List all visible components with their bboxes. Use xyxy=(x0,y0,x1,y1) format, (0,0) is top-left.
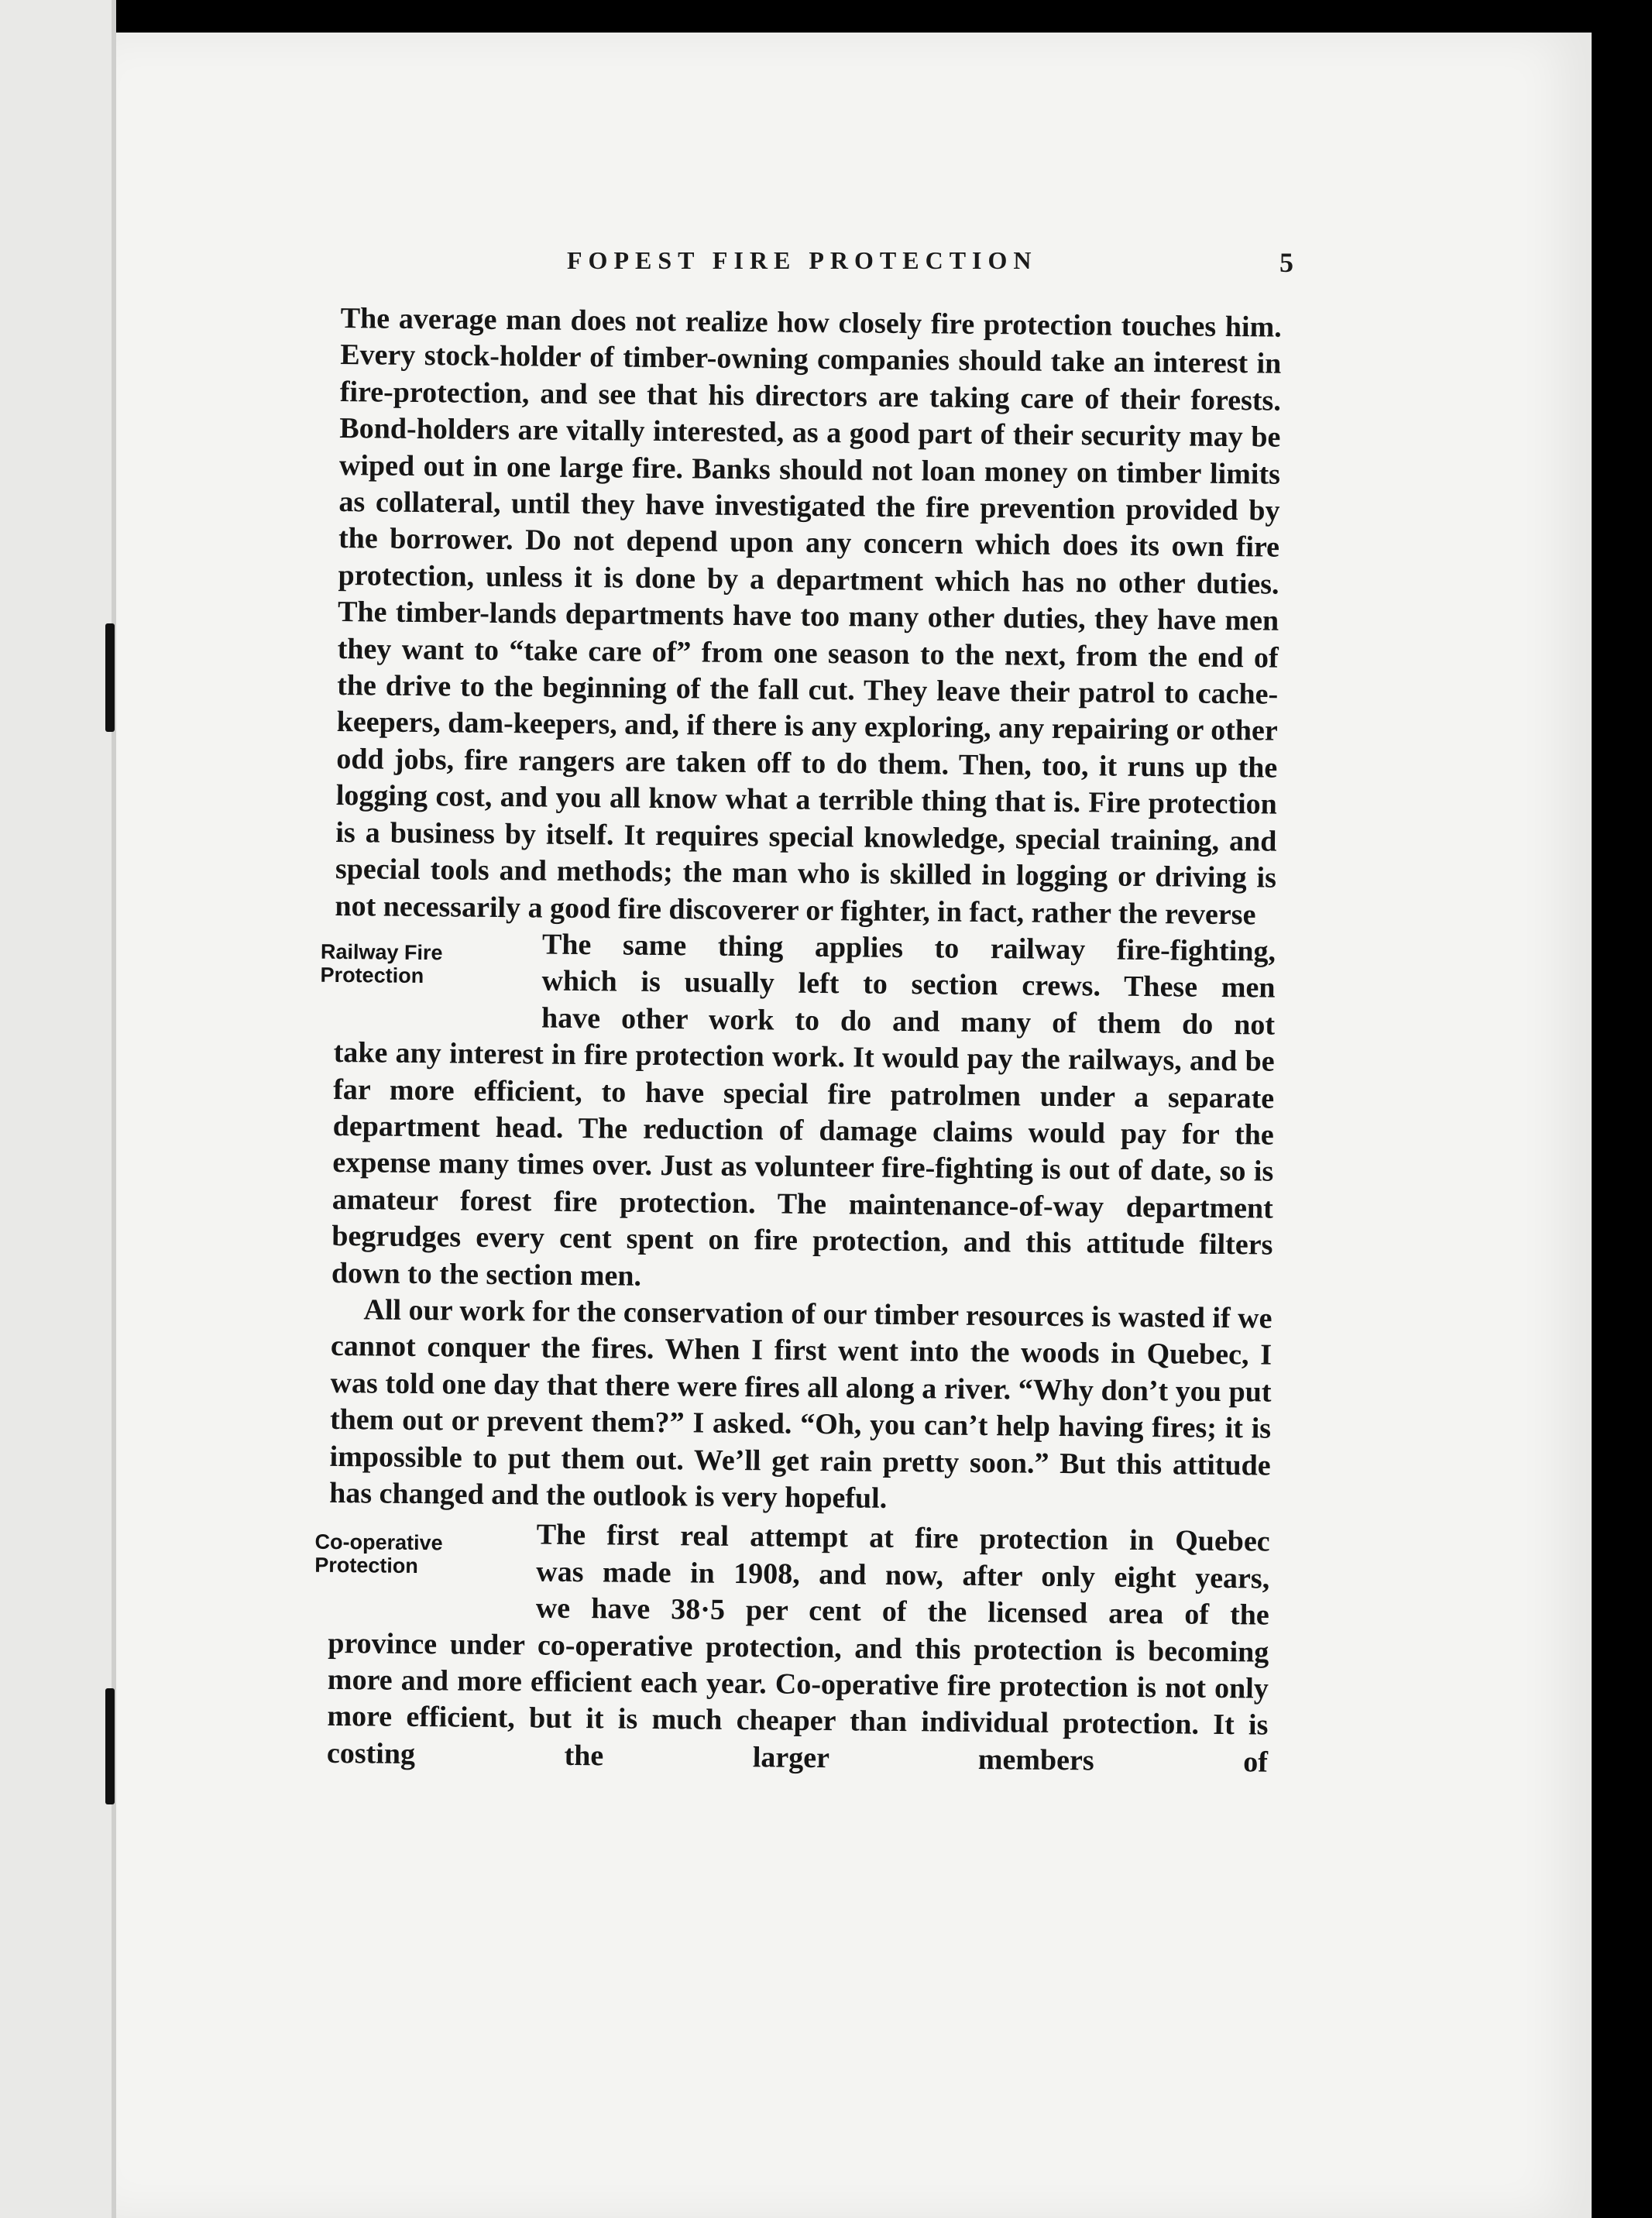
cooperative-paragraph-rest: province under co-operative protection, and this protection is becoming more and more efficient each year. Co-operative fire protection is not only more efficient, but it is much cheaper than individual protection. It is costing the larger members of xyxy=(326,1626,1269,1779)
text-line: was made in 1908, and now, after only eight years, xyxy=(536,1555,1270,1595)
railway-section xyxy=(320,925,1276,1301)
sidenote-line: Co-operative xyxy=(314,1530,443,1555)
sidenote-railway-fire-protection xyxy=(320,940,507,988)
binding-mark-bottom xyxy=(105,1688,115,1804)
text-line: The first real attempt at fire protection in Quebec xyxy=(536,1518,1270,1558)
railway-lead-lines xyxy=(541,926,1276,1043)
railway-paragraph-rest: take any interest in fire protection work. It would pay the railways, and be far more efficient, to have special fire patrolmen under a separate department head. The reduction of damage claims would pay for the expense many times over. Just as volunteer fire-fighting is out of date, so is amateur forest fire protection. The maintenance-of-way department begrudges every cent spent on fire protection, and this attitude filters down to the section men. xyxy=(331,1036,1275,1293)
facing-page-edge xyxy=(0,0,116,2218)
binding-mark-top xyxy=(105,623,115,732)
page-body xyxy=(314,300,1282,1781)
sidenote-line: Railway Fire xyxy=(320,939,443,965)
sidenote-line: Protection xyxy=(320,963,424,987)
text-line: which is usually left to section crews. These men xyxy=(541,964,1276,1004)
paragraph-1: The average man does not realize how closely fire protection touches him. Every stock-holder of timber-owning companies should take an interest in fire-protection, and see that his directors are taking care of their forests. Bond-holders are vitally interested, as a good part of their security may be wiped out in one large fire. Banks should not loan money on timber limits as collateral, until they have investigated the fire prevention provided by the borrower. Do not depend upon any concern which does its own fire protection, unless it is done by a department which has no other duties. The timber-lands departments have too many other duties, they have men they want to “take care of” from one season to the next, from the end of the drive to the beginning of the fall cut. They leave their patrol to cache-keepers, dam-keepers, and, if there is any exploring, any repairing or other odd jobs, fire rangers are taken off to do them. Then, too, it runs up the logging cost, and you all know what a terrible thing that is. Fire protection is a business by itself. It requires special knowledge, special training, and special tools and methods; the man who is skilled in logging or driving is not necessarily a good fire discoverer or fighter, in fact, rather the reverse xyxy=(335,301,1282,931)
text-line: we have 38·5 per cent of the licensed area of the xyxy=(535,1591,1269,1632)
paragraph-3: All our work for the conservation of our timber resources is wasted if we cannot conquer the fires. When I first went into the woods in Quebec, I was told one day that there were fires all along a river. “Why don’t you put them out or prevent them?” I asked. “Oh, you can’t help having fires; it is impossible to put them out. We’ll get rain pretty soon.” But this attitude has changed and the outlook is very hopeful. xyxy=(329,1293,1272,1515)
page-number: 5 xyxy=(1279,247,1293,278)
cooperative-lead-lines xyxy=(536,1517,1270,1634)
sidenote-cooperative-protection xyxy=(314,1530,501,1578)
sidenote-line: Protection xyxy=(314,1554,418,1578)
text-line: have other work to do and many of them do not xyxy=(541,1001,1276,1042)
text-line: The same thing applies to railway fire-fighting, xyxy=(541,928,1276,968)
page-header xyxy=(325,246,1309,280)
cooperative-section xyxy=(314,1515,1270,1780)
running-title: FOPEST FIRE PROTECTION xyxy=(567,246,1038,274)
